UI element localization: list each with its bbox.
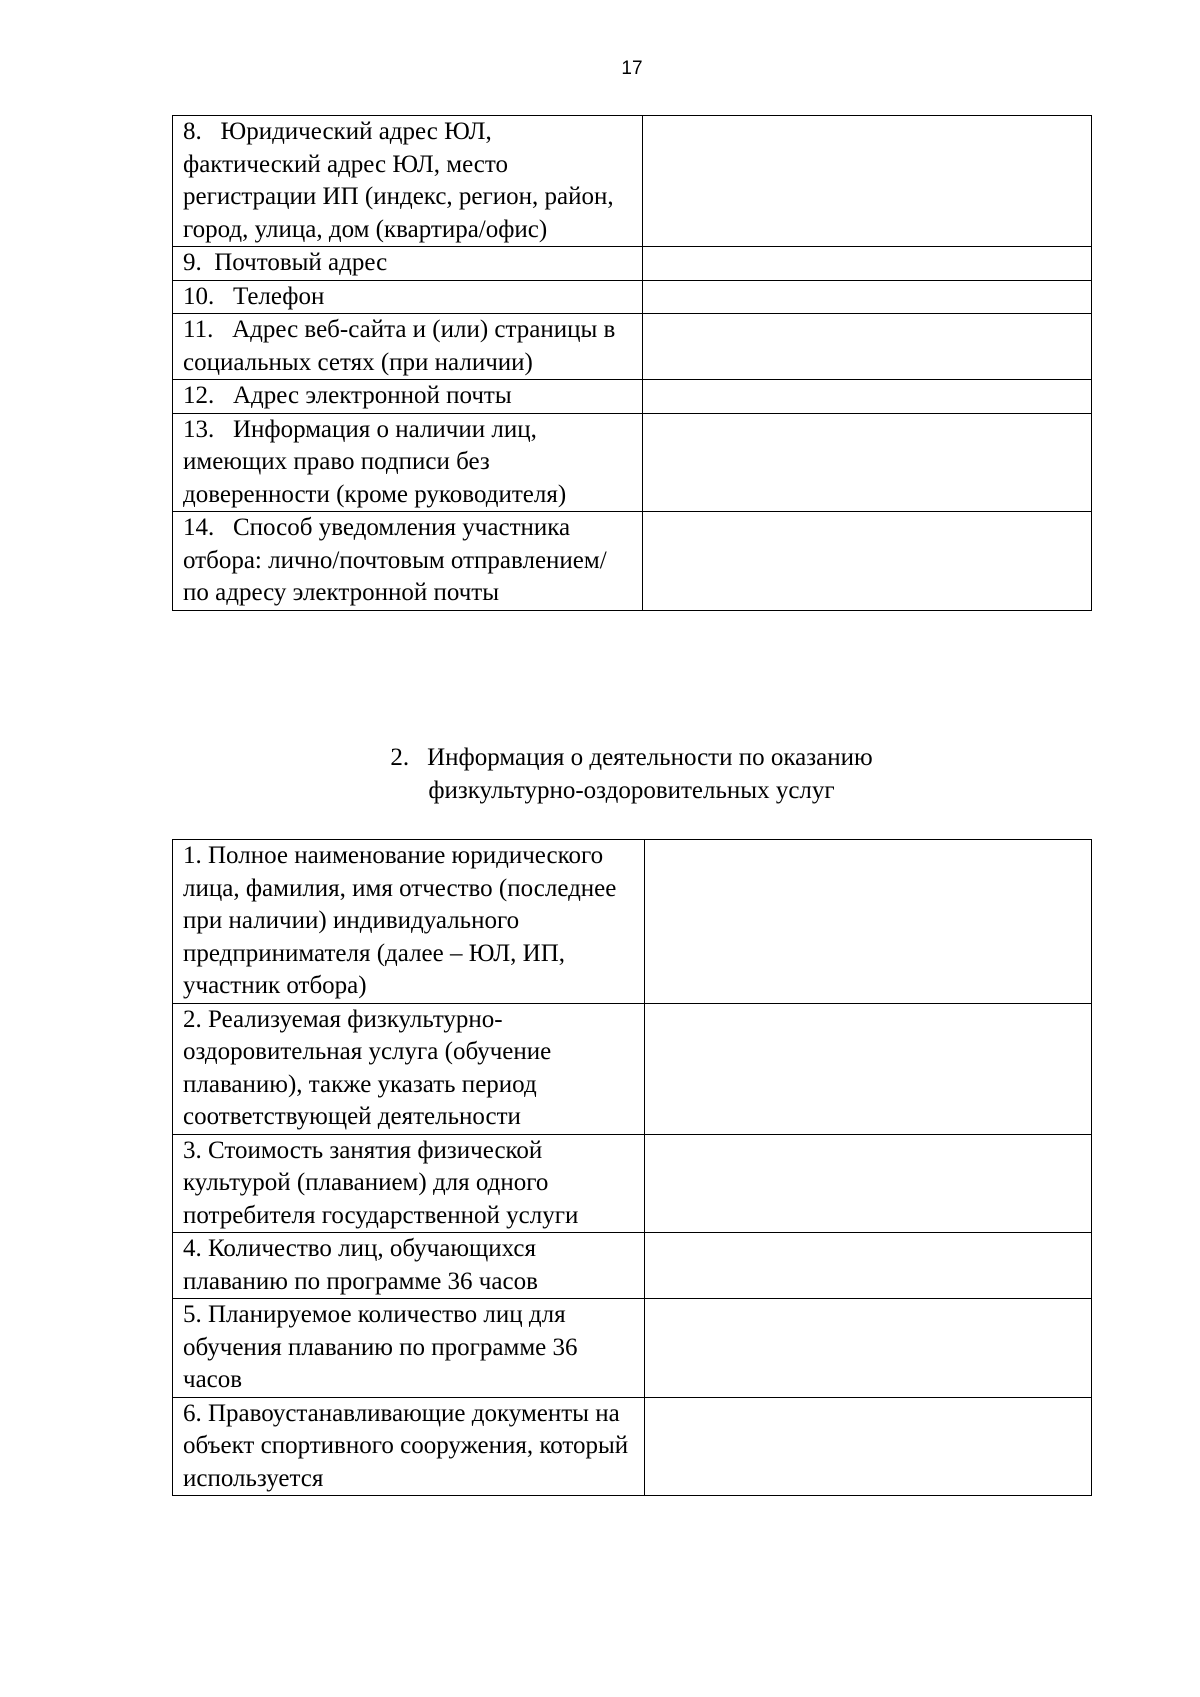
row-value-cell[interactable] — [645, 1397, 1092, 1496]
row-value-cell[interactable] — [643, 512, 1092, 611]
table-row — [173, 247, 1092, 281]
activity-info-table — [172, 839, 1092, 1496]
row-value-cell[interactable] — [645, 1299, 1092, 1398]
row-label: 14. Способ уведомления участника отбора: лично/почтовым отправлением/по адресу электронной почты — [173, 512, 643, 611]
section-heading-line-1 — [172, 741, 1091, 774]
table-row — [173, 380, 1092, 414]
row-value-cell[interactable] — [643, 413, 1092, 512]
row-label: 1. Полное наименование юридического лица, фамилия, имя отчество (последнее при наличии) индивидуального предпринимателя (далее – ЮЛ, ИП, участник отбора) — [173, 840, 645, 1004]
table-row — [173, 512, 1092, 611]
row-label: 5. Планируемое количество лиц для обучения плаванию по программе 36 часов — [173, 1299, 645, 1398]
section-heading — [172, 741, 1091, 807]
table-row — [173, 1233, 1092, 1299]
table-row — [173, 413, 1092, 512]
row-label: 8. Юридический адрес ЮЛ, фактический адрес ЮЛ, место регистрации ИП (индекс, регион, район, город, улица, дом (квартира/офис) — [173, 116, 643, 247]
row-value-cell[interactable] — [643, 280, 1092, 314]
row-label: 10. Телефон — [173, 280, 643, 314]
row-label: 3. Стоимость занятия физической культурой (плаванием) для одного потребителя государственной услуги — [173, 1134, 645, 1233]
table-row — [173, 1397, 1092, 1496]
table-row — [173, 314, 1092, 380]
row-value-cell[interactable] — [645, 840, 1092, 1004]
row-label: 11. Адрес веб-сайта и (или) страницы в социальных сетях (при наличии) — [173, 314, 643, 380]
row-value-cell[interactable] — [643, 314, 1092, 380]
row-label: 12. Адрес электронной почты — [173, 380, 643, 414]
section-title-line-1: Информация о деятельности по оказанию — [427, 744, 873, 771]
row-value-cell[interactable] — [645, 1134, 1092, 1233]
row-value-cell[interactable] — [643, 116, 1092, 247]
row-label: 9. Почтовый адрес — [173, 247, 643, 281]
row-label: 6. Правоустанавливающие документы на объект спортивного сооружения, который используется — [173, 1397, 645, 1496]
table-row — [173, 280, 1092, 314]
row-label: 13. Информация о наличии лиц, имеющих право подписи без доверенности (кроме руководителя) — [173, 413, 643, 512]
row-value-cell[interactable] — [645, 1233, 1092, 1299]
row-value-cell[interactable] — [645, 1003, 1092, 1134]
table-row — [173, 1003, 1092, 1134]
table-row — [173, 840, 1092, 1004]
section-title-line-2: физкультурно-оздоровительных услуг — [428, 777, 835, 804]
table-row — [173, 116, 1092, 247]
participant-info-table — [172, 115, 1092, 611]
row-label: 2. Реализуемая физкультурно-оздоровительная услуга (обучение плаванию), также указать период соответствующей деятельности — [173, 1003, 645, 1134]
row-value-cell[interactable] — [643, 380, 1092, 414]
page-number: 17 — [621, 58, 643, 79]
row-value-cell[interactable] — [643, 247, 1092, 281]
table-row — [173, 1134, 1092, 1233]
table-row — [173, 1299, 1092, 1398]
row-label: 4. Количество лиц, обучающихся плаванию по программе 36 часов — [173, 1233, 645, 1299]
section-number: 2. — [390, 744, 410, 771]
